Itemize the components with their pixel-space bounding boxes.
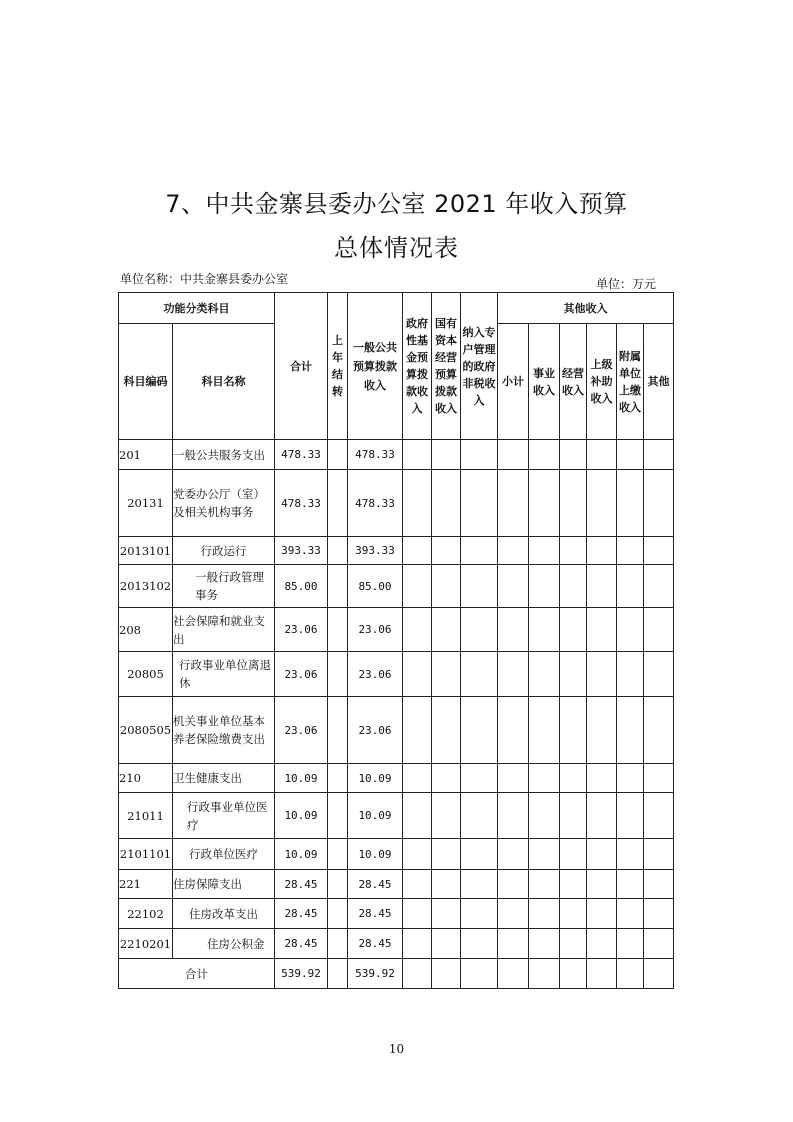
header-other: 其他 xyxy=(644,324,674,440)
row-general: 85.00 xyxy=(348,565,403,608)
header-code: 科目编码 xyxy=(119,324,173,440)
total-general: 539.92 xyxy=(348,959,403,989)
header-gov-fund: 政府性基金预算拨款收入 xyxy=(403,293,432,440)
row-code: 201 xyxy=(119,440,173,470)
row-code: 22102 xyxy=(119,899,173,929)
row-general: 10.09 xyxy=(348,839,403,870)
row-name: 一般行政管理事务 xyxy=(173,565,275,608)
row-total: 23.06 xyxy=(275,608,328,652)
row-total: 85.00 xyxy=(275,565,328,608)
table-row xyxy=(119,537,674,565)
table-row xyxy=(119,870,674,899)
row-total: 28.45 xyxy=(275,870,328,899)
row-code: 2013101 xyxy=(119,537,173,565)
row-name: 住房公积金 xyxy=(173,929,275,959)
row-name: 一般公共服务支出 xyxy=(173,440,275,470)
header-superior-subsidy: 上级补助收入 xyxy=(587,324,617,440)
title-line-1: 7、中共金寨县委办公室 2021 年收入预算 xyxy=(165,190,628,218)
row-name: 行政事业单位医疗 xyxy=(173,793,275,839)
row-total: 28.45 xyxy=(275,899,328,929)
row-general: 478.33 xyxy=(348,440,403,470)
row-code: 21011 xyxy=(119,793,173,839)
header-business: 事业收入 xyxy=(529,324,560,440)
row-name: 社会保障和就业支出 xyxy=(173,608,275,652)
row-total: 478.33 xyxy=(275,470,328,537)
row-total: 23.06 xyxy=(275,697,328,764)
row-name: 党委办公厅（室）及相关机构事务 xyxy=(173,470,275,537)
income-budget-table xyxy=(118,292,674,989)
row-general: 10.09 xyxy=(348,764,403,793)
row-total: 10.09 xyxy=(275,793,328,839)
total-value: 539.92 xyxy=(275,959,328,989)
row-name: 住房改革支出 xyxy=(173,899,275,929)
row-code: 20131 xyxy=(119,470,173,537)
row-total: 478.33 xyxy=(275,440,328,470)
header-total: 合计 xyxy=(275,293,328,440)
row-code: 221 xyxy=(119,870,173,899)
header-special-nontax: 纳入专户管理的政府非税收入 xyxy=(461,293,498,440)
row-code: 210 xyxy=(119,764,173,793)
header-functional-category: 功能分类科目 xyxy=(119,293,275,324)
row-total: 23.06 xyxy=(275,652,328,697)
header-operating: 经营收入 xyxy=(560,324,587,440)
table-row xyxy=(119,470,674,537)
row-general: 28.45 xyxy=(348,870,403,899)
page-number: 10 xyxy=(388,1042,405,1056)
row-code: 2210201 xyxy=(119,929,173,959)
row-general: 393.33 xyxy=(348,537,403,565)
row-name: 住房保障支出 xyxy=(173,870,275,899)
table-row xyxy=(119,565,674,608)
row-general: 28.45 xyxy=(348,899,403,929)
unit-label: 单位：万元 xyxy=(596,277,657,291)
table-row xyxy=(119,929,674,959)
title-line-2: 总体情况表 xyxy=(334,234,459,262)
table-row xyxy=(119,793,674,839)
row-total: 28.45 xyxy=(275,929,328,959)
table-row xyxy=(119,899,674,929)
row-code: 2101101 xyxy=(119,839,173,870)
table-row-total xyxy=(119,959,674,989)
row-name: 行政单位医疗 xyxy=(173,839,275,870)
row-name: 机关事业单位基本养老保险缴费支出 xyxy=(173,697,275,764)
row-name: 行政运行 xyxy=(173,537,275,565)
row-total: 393.33 xyxy=(275,537,328,565)
header-affiliated: 附属单位上缴收入 xyxy=(617,324,644,440)
row-total: 10.09 xyxy=(275,839,328,870)
table-row xyxy=(119,652,674,697)
organization-label: 单位名称：中共金寨县委办公室 xyxy=(120,272,289,286)
header-name: 科目名称 xyxy=(173,324,275,440)
table-row xyxy=(119,440,674,470)
row-name: 行政事业单位离退休 xyxy=(173,652,275,697)
row-total: 10.09 xyxy=(275,764,328,793)
row-code: 20805 xyxy=(119,652,173,697)
table-row xyxy=(119,608,674,652)
row-name: 卫生健康支出 xyxy=(173,764,275,793)
row-code: 2080505 xyxy=(119,697,173,764)
row-general: 23.06 xyxy=(348,608,403,652)
row-code: 208 xyxy=(119,608,173,652)
header-state-capital: 国有资本经营预算拨款收入 xyxy=(432,293,461,440)
total-label: 合计 xyxy=(119,959,275,989)
row-general: 10.09 xyxy=(348,793,403,839)
table-row xyxy=(119,697,674,764)
row-general: 23.06 xyxy=(348,652,403,697)
row-general: 28.45 xyxy=(348,929,403,959)
header-general-public: 一般公共预算拨款收入 xyxy=(348,293,403,440)
row-code: 2013102 xyxy=(119,565,173,608)
header-carryover: 上年结转 xyxy=(328,293,348,440)
table-row xyxy=(119,764,674,793)
header-subtotal: 小计 xyxy=(498,324,529,440)
header-other-income: 其他收入 xyxy=(498,293,674,324)
row-general: 23.06 xyxy=(348,697,403,764)
row-general: 478.33 xyxy=(348,470,403,537)
table-row xyxy=(119,839,674,870)
